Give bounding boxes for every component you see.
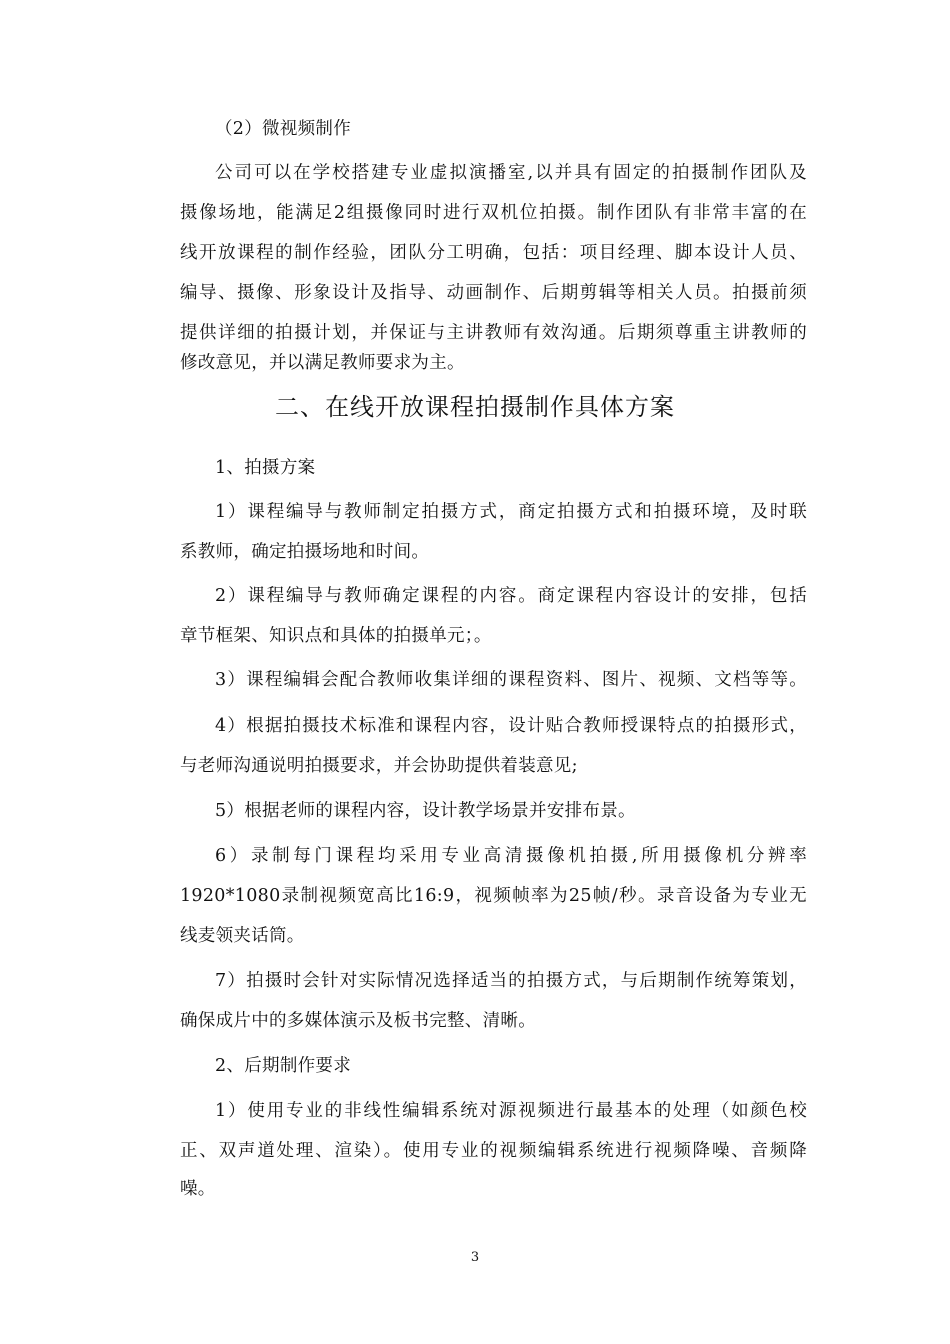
list-item-line: 2）课程编导与教师确定课程的内容。商定课程内容设计的安排，包括 [215, 586, 807, 606]
paragraph-line: 提供详细的拍摄计划，并保证与主讲教师有效沟通。后期须尊重主讲教师的 [180, 323, 807, 343]
paragraph-line: 公司可以在学校搭建专业虚拟演播室,以并具有固定的拍摄制作团队及 [215, 163, 807, 183]
paragraph-line: 修改意见，并以满足教师要求为主。 [180, 353, 465, 373]
list-item-line: 6）录制每门课程均采用专业高清摄像机拍摄,所用摄像机分辨率 [215, 846, 807, 866]
subsection-title: （2）微视频制作 [215, 119, 352, 139]
subsection-title: 2、后期制作要求 [215, 1056, 352, 1076]
list-item-line: 1）课程编导与教师制定拍摄方式，商定拍摄方式和拍摄环境，及时联 [215, 502, 807, 522]
paragraph-line: 摄像场地，能满足2组摄像同时进行双机位拍摄。制作团队有非常丰富的在 [180, 203, 807, 223]
list-item-line: 5）根据老师的课程内容，设计教学场景并安排布景。 [215, 801, 636, 821]
section-heading: 二、在线开放课程拍摄制作具体方案 [275, 393, 675, 421]
list-item-line: 1）使用专业的非线性编辑系统对源视频进行最基本的处理（如颜色校 [215, 1101, 807, 1121]
subsection-title: 1、拍摄方案 [215, 458, 316, 478]
list-item-line: 4）根据拍摄技术标准和课程内容，设计贴合教师授课特点的拍摄形式， [215, 716, 807, 736]
list-item-line: 7）拍摄时会针对实际情况选择适当的拍摄方式，与后期制作统筹策划， [215, 971, 807, 991]
list-item-line: 与老师沟通说明拍摄要求，并会协助提供着装意见; [180, 756, 578, 776]
list-item-line: 3）课程编辑会配合教师收集详细的课程资料、图片、视频、文档等等。 [215, 670, 807, 690]
list-item-line: 章节框架、知识点和具体的拍摄单元；。 [180, 626, 492, 646]
list-item-line: 确保成片中的多媒体演示及板书完整、清晰。 [180, 1011, 536, 1031]
list-item-line: 1920*1080录制视频宽高比16:9，视频帧率为25帧/秒。录音设备为专业无 [180, 886, 807, 906]
paragraph-line: 线开放课程的制作经验，团队分工明确，包括：项目经理、脚本设计人员、 [180, 243, 807, 263]
paragraph-line: 编导、摄像、形象设计及指导、动画制作、后期剪辑等相关人员。拍摄前须 [180, 283, 807, 303]
list-item-line: 正、双声道处理、渲染）。使用专业的视频编辑系统进行视频降噪、音频降 [180, 1141, 807, 1161]
page-number: 3 [470, 1250, 480, 1265]
list-item-line: 噪。 [180, 1179, 216, 1199]
list-item-line: 线麦领夹话筒。 [180, 926, 305, 946]
list-item-line: 系教师，确定拍摄场地和时间。 [180, 542, 430, 562]
